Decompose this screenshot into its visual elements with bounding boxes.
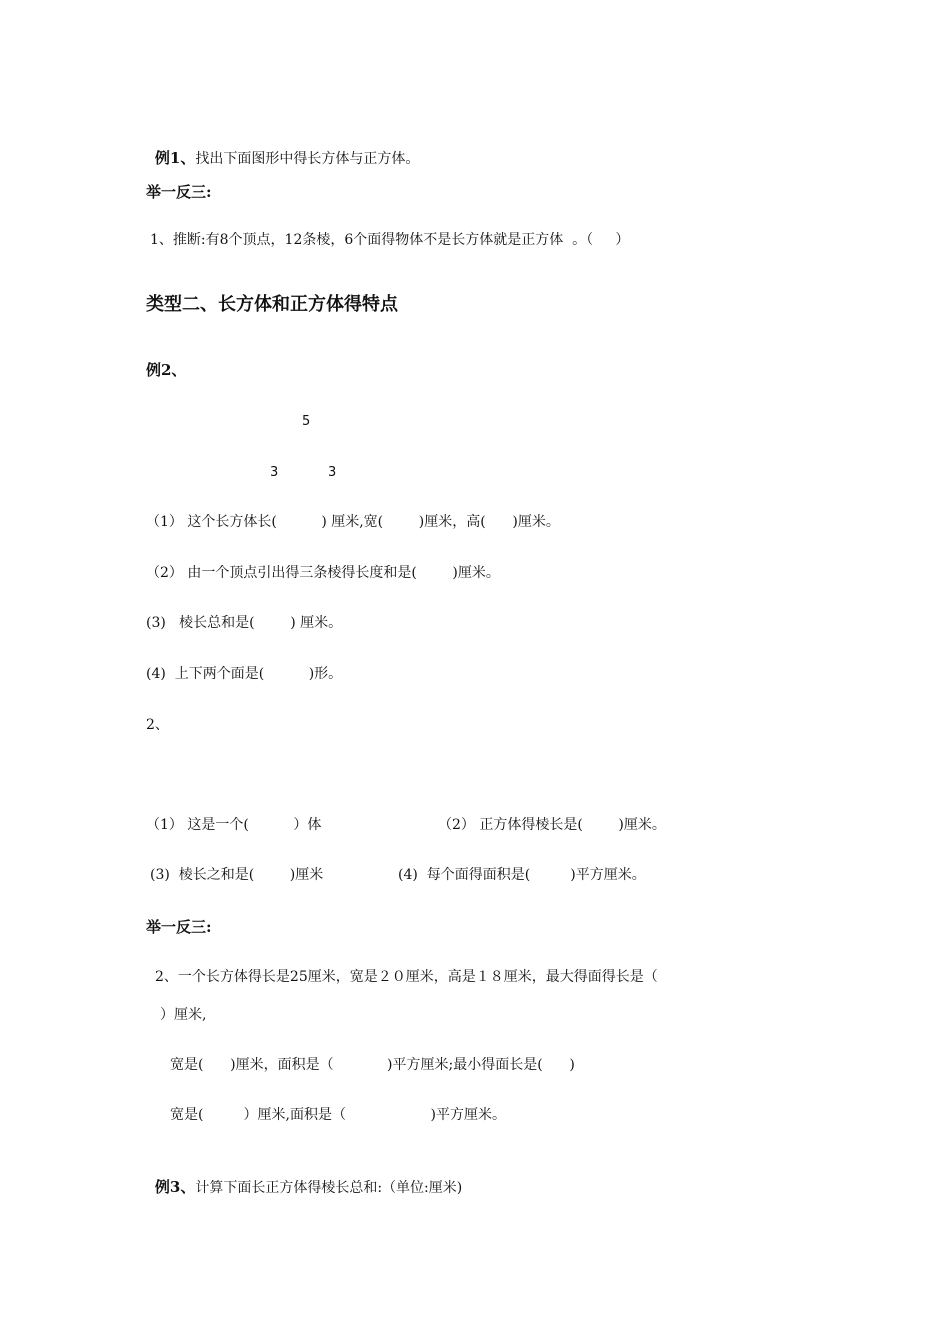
dimension-width: 3 <box>270 465 279 480</box>
example-2-label: 例2、 <box>146 361 187 379</box>
dimension-length: 5 <box>302 414 311 429</box>
example-2-question-2: （2） 由一个顶点引出得三条棱得长度和是( )厘米。 <box>146 565 500 581</box>
example-2-question-1: （1） 这个长方体长( ) 厘米,宽( )厘米，高( )厘米。 <box>146 514 560 530</box>
example-2-question-3: (3) 棱长总和是( ) 厘米。 <box>146 615 343 631</box>
section-type-2-title: 类型二、长方体和正方体得特点 <box>146 294 398 315</box>
question-2-line-4: 宽是( ）厘米,面积是（ )平方厘米。 <box>170 1107 506 1123</box>
example-2-question-4: (4) 上下两个面是( )形。 <box>146 666 343 682</box>
example-2b-question-1: （1） 这是一个( ）体 <box>146 817 322 833</box>
example-1-text: 找出下面图形中得长方体与正方体。 <box>195 151 420 167</box>
example-2b-question-2: （2） 正方体得棱长是( )厘米。 <box>438 817 666 833</box>
example-1 <box>146 128 419 169</box>
practice-2-title: 举一反三: <box>146 918 212 936</box>
practice-1-title: 举一反三: <box>146 183 212 201</box>
question-2-line-2: ）厘米, <box>160 1007 207 1023</box>
dimension-height: 3 <box>328 465 337 480</box>
example-2b-question-4: (4) 每个面得面积是( )平方厘米。 <box>398 867 646 883</box>
question-1: 1、推断:有8个顶点，12条棱，6个面得物体不是长方体就是正方体 。（ ） <box>150 232 630 248</box>
example-3 <box>146 1157 462 1198</box>
example-2b-question-3: (3) 棱长之和是( )厘米 <box>150 867 324 883</box>
question-2-line-3: 宽是( )厘米，面积是（ )平方厘米;最小得面长是( ) <box>170 1057 575 1073</box>
question-2-line-1: 2、一个长方体得长是25厘米，宽是２０厘米，高是１８厘米，最大得面得长是（ <box>155 969 658 985</box>
example-3-text: 计算下面长正方体得棱长总和:（单位:厘米) <box>195 1180 463 1196</box>
example-1-label: 例1、 <box>154 149 196 167</box>
example-3-label: 例3、 <box>154 1178 196 1196</box>
example-2b-label: 2、 <box>146 717 169 733</box>
